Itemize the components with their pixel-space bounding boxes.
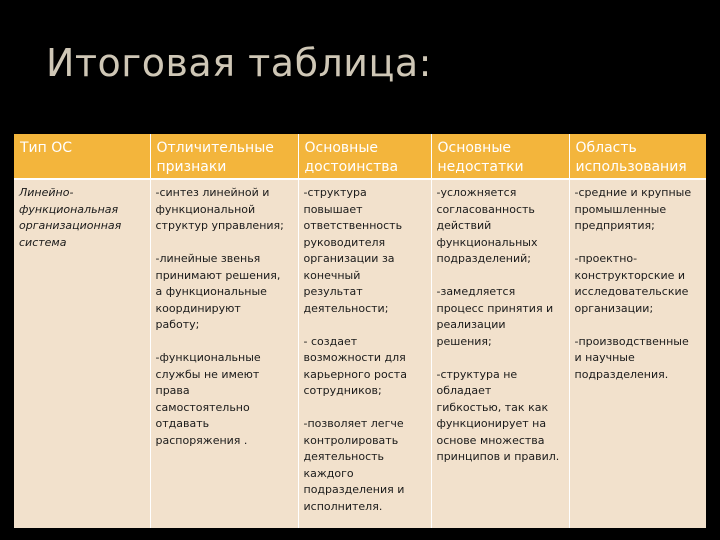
cell-advantages (298, 179, 431, 528)
type-text: Линейно- функциональная организационная система (19, 186, 122, 249)
title-bar (0, 0, 720, 112)
summary-table (14, 134, 706, 528)
feature-item: -функциональные службы не имеют права самостоятельно отдавать распоряжения . (155, 351, 261, 447)
disadvantage-item: -структура не обладает гибкостью, так как функционирует на основе множества принципов и правил. (436, 367, 560, 463)
header-cell-advantages: Основные достоинства (298, 134, 431, 179)
usage-item: -проектно- конструкторские и исследовательские организации; (574, 252, 689, 315)
header-cell-type: Тип ОС (14, 134, 150, 179)
table-row (14, 179, 706, 528)
slide-title: Итоговая таблица: (46, 41, 432, 85)
cell-features (150, 179, 298, 528)
feature-item: -линейные звенья принимают решения, а функциональные координируют работу; (155, 252, 281, 331)
header-cell-features: Отличительные признаки (150, 134, 298, 179)
cell-type (14, 179, 150, 528)
disadvantage-item: -усложняется согласованность действий функциональных подразделений; (436, 186, 538, 265)
usage-item: -производственные и научные подразделения. (574, 334, 689, 381)
header-row (14, 134, 706, 179)
advantage-item: -позволяет легче контролировать деятельность каждого подразделения и исполнителя. (303, 417, 405, 513)
usage-item: -средние и крупные промышленные предприятия; (574, 186, 692, 232)
header-cell-usage: Область использования (569, 134, 706, 179)
cell-usage (569, 179, 706, 528)
advantage-item: -структура повышает ответственность руководителя организации за конечный результат деятельности; (303, 186, 403, 315)
cell-disadvantages (431, 179, 569, 528)
advantage-item: - создает возможности для карьерного роста сотрудников; (303, 334, 407, 397)
feature-item: -синтез линейной и функциональной структур управления; (155, 186, 284, 232)
header-cell-disadvantages: Основные недостатки (431, 134, 569, 179)
disadvantage-item: -замедляется процесс принятия и реализации решения; (436, 285, 554, 348)
summary-table-container (14, 134, 706, 528)
